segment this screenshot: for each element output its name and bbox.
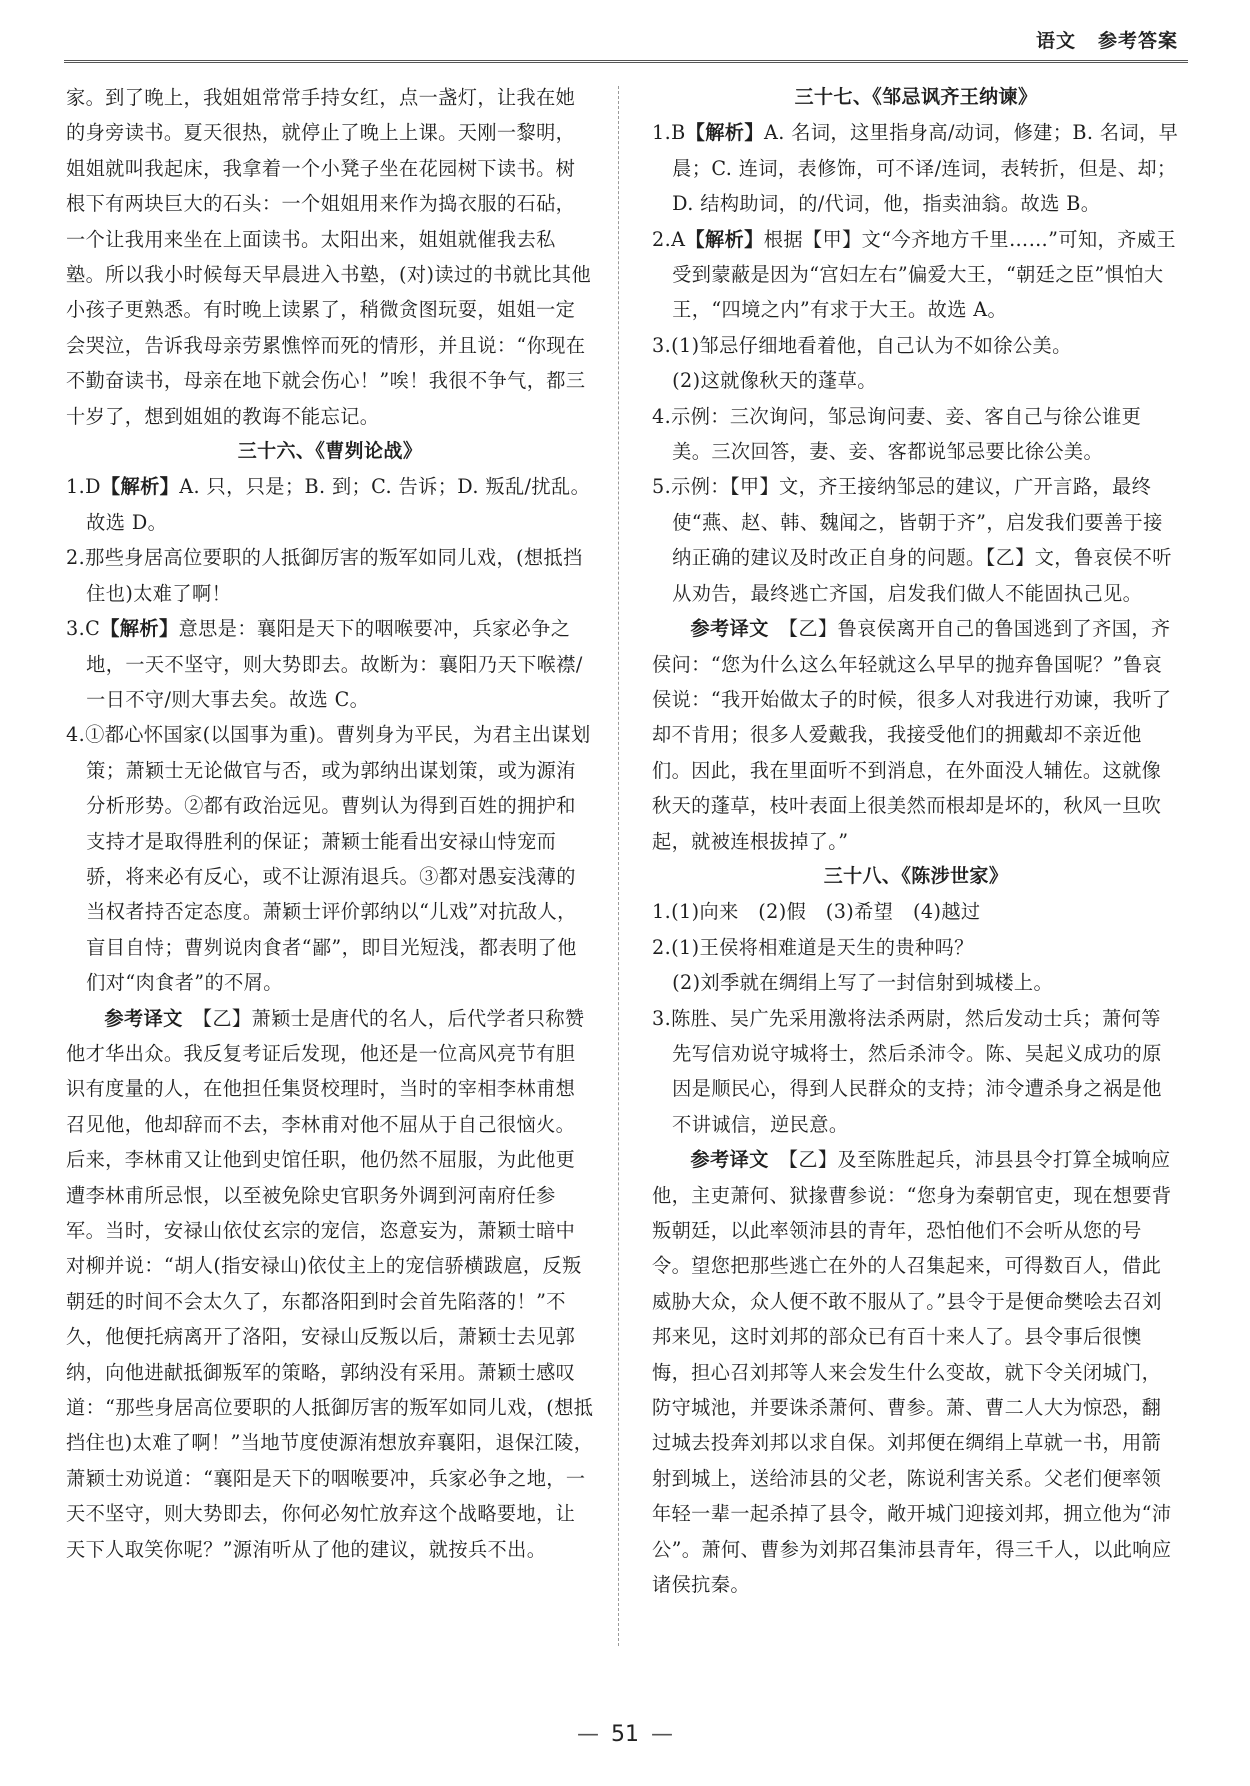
answer-37-2: 2.A【解析】根据【甲】文“今齐地方千里……”可知，齐威王受到蒙蔽是因为“宫妇左右”偏爱大王，“朝廷之臣”惧怕大王，“四境之内”有求于大王。故选 A。 bbox=[652, 227, 1176, 322]
answer-38-2a: 2.(1)王侯将相难道是天生的贵种吗？ bbox=[652, 935, 974, 959]
translation-37: 参考译文 【乙】鲁哀侯离开自己的鲁国逃到了齐国，齐侯问：“您为什么这么年轻就这么早早的抛弃鲁国呢？”鲁哀侯说：“我开始做太子的时候，很多人对我进行劝谏，我听了却不肯用；很多人爱戴我，我接受他们的拥戴却不亲近他们。因此，我在里面听不到消息，在外面没人辅佐。这就像秋天的蓬草，枝叶表面上很美然而根却是坏的，秋风一旦吹起，就被连根拔掉了。” bbox=[652, 617, 1172, 853]
section-title-38: 三十八、《陈涉世家》 bbox=[823, 864, 1009, 887]
footer-dash-right: — bbox=[651, 1722, 673, 1747]
answer-37-1: 1.B【解析】A. 名词，这里指身高/动词，修建；B. 名词，早晨；C. 连词，表修饰，可不译/连词，表转折，但是、却；D. 结构助词，的/代词，他，指卖油翁。故选 B。 bbox=[652, 121, 1179, 216]
answer-36-2: 2.那些身居高位要职的人抵御厉害的叛军如同儿戏，(想抵挡住也)太难了啊！ bbox=[66, 546, 583, 605]
section-title-36: 三十六、《曹刿论战》 bbox=[237, 440, 423, 463]
answer-36-3: 3.C【解析】意思是：襄阳是天下的咽喉要冲，兵家必争之地，一天不坚守，则大势即去。故断为：襄阳乃天下喉襟/一日不守/则大事去矣。故选 C。 bbox=[66, 617, 583, 711]
answer-38-2b: (2)刘季就在绸绢上写了一封信射到城楼上。 bbox=[672, 971, 1054, 995]
translation-38: 参考译文 【乙】及至陈胜起兵，沛县县令打算全城响应他，主吏萧何、狱掾曹参说：“您身为秦朝官吏，现在想要背叛朝廷，以此率领沛县的青年，恐怕他们不会听从您的号令。望您把那些逃亡在外的人召集起来，可得数百人，借此威胁大众，众人便不敢不服从了。”县令于是便命樊哙去召刘邦来见，这时刘邦的部众已有百十来人了。县令事后很懊悔，担心召刘邦等人来会发生什么变故，就下令关闭城门，防守城池，并要诛杀萧何、曹参。萧、曹二人大为惊恐，翻过城去投奔刘邦以求自保。刘邦便在绸绢上草就一书，用箭射到城上，送给沛县的父老，陈说利害关系。父老们便率领年轻一辈一起杀掉了县令，敞开城门迎接刘邦，拥立他为“沛公”。萧何、曹参为刘邦召集沛县青年，得三千人，以此响应诸侯抗秦。 bbox=[652, 1148, 1172, 1597]
section-title-37: 三十七、《邹忌讽齐王纳谏》 bbox=[794, 86, 1038, 108]
page-footer bbox=[0, 1722, 1250, 1747]
answer-38-1: 1.(1)向来 (2)假 (3)希望 (4)越过 bbox=[652, 900, 981, 924]
right-column bbox=[652, 80, 1180, 1602]
answer-37-4: 4.示例：三次询问，邹忌询问妻、妾、客自己与徐公谁更美。三次回答，妻、妾、客都说邹忌要比徐公美。 bbox=[652, 404, 1142, 464]
page-header bbox=[64, 18, 1188, 63]
header-answer-label: 参考答案 bbox=[1097, 30, 1178, 52]
left-column bbox=[66, 80, 594, 1567]
page-number: 51 bbox=[611, 1722, 639, 1747]
answer-36-4: 4.①都心怀国家(以国事为重)。曹刿身为平民，为君主出谋划策；萧颖士无论做官与否，或为郭纳出谋划策，或为源洧分析形势。②都有政治远见。曹刿认为得到百姓的拥护和支持才是取得胜利的保证；萧颖士能看出安禄山恃宠而骄，将来必有反心，或不让源洧退兵。③都对愚妄浅薄的当权者持否定态度。萧颖士评价郭纳以“儿戏”对抗敌人，盲目自恃；曹刿说肉食者“鄙”，即目光短浅，都表明了他们对“肉食者”的不屑。 bbox=[66, 723, 591, 995]
column-divider bbox=[618, 86, 619, 1646]
answer-37-5: 5.示例：【甲】文，齐王接纳邹忌的建议，广开言路，最终使“燕、赵、韩、魏闻之，皆朝于齐”，启发我们要善于接纳正确的建议及时改正自身的问题。【乙】文，鲁哀侯不听从劝告，最终逃亡齐国，启发我们做人不能固执己见。 bbox=[652, 475, 1172, 605]
answer-36-1: 1.D【解析】A. 只，只是；B. 到；C. 告诉；D. 叛乱/扰乱。故选 D。 bbox=[66, 475, 591, 534]
header-subject: 语文 bbox=[1035, 30, 1076, 52]
intro-translation-continued: 家。到了晚上，我姐姐常常手持女红，点一盏灯，让我在她的身旁读书。夏天很热，就停止了晚上上课。天刚一黎明，姐姐就叫我起床，我拿着一个小凳子坐在花园树下读书。树根下有两块巨大的石头：一个姐姐用来作为捣衣服的石砧，一个让我用来坐在上面读书。太阳出来，姐姐就催我去私塾。所以我小时候每天早晨进入书塾，(对)读过的书就比其他小孩子更熟悉。有时晚上读累了，稍微贪图玩耍，姐姐一定会哭泣，告诉我母亲劳累憔悴而死的情形，并且说：“你现在不勤奋读书，母亲在地下就会伤心！”唉！我很不争气，都三十岁了，想到姐姐的教诲不能忘记。 bbox=[66, 86, 592, 428]
translation-36: 参考译文 【乙】萧颖士是唐代的名人，后代学者只称赞他才华出众。我反复考证后发现，他还是一位高风亮节有胆识有度量的人，在他担任集贤校理时，当时的宰相李林甫想召见他，他却辞而不去，李林甫对他不屈从于自己很恼火。后来，李林甫又让他到史馆任职，他仍然不屈服，为此他更遭李林甫所忌恨，以至被免除史官职务外调到河南府任参军。当时，安禄山依仗玄宗的宠信，恣意妄为，萧颖士暗中对柳并说：“胡人(指安禄山)依仗主上的宠信骄横跋扈，反叛朝廷的时间不会太久了，东都洛阳到时会首先陷落的！”不久，他便托病离开了洛阳，安禄山反叛以后，萧颖士去见郭纳，向他进献抵御叛军的策略，郭纳没有采用。萧颖士感叹道：“那些身居高位要职的人抵御厉害的叛军如同儿戏，(想抵挡住也)太难了啊！”当地节度使源洧想放弃襄阳，退保江陵，萧颖士劝说道：“襄阳是天下的咽喉要冲，兵家必争之地，一天不坚守，则大势即去，你何必匆忙放弃这个战略要地，让天下人取笑你呢？”源洧听从了他的建议，就按兵不出。 bbox=[66, 1006, 594, 1561]
footer-dash-left: — bbox=[577, 1722, 599, 1747]
translation-label: 参考译文 bbox=[104, 1006, 183, 1030]
header-label bbox=[1014, 26, 1178, 53]
answer-37-3b: (2)这就像秋天的蓬草。 bbox=[672, 369, 877, 393]
answer-37-3a: 3.(1)邹忌仔细地看着他，自己认为不如徐公美。 bbox=[652, 333, 1072, 357]
answer-38-3: 3.陈胜、吴广先采用激将法杀两尉，然后发动士兵；萧何等先写信劝说守城将士，然后杀沛令。陈、吴起义成功的原因是顺民心，得到人民群众的支持；沛令遭杀身之祸是他不讲诚信，逆民意。 bbox=[652, 1006, 1162, 1136]
